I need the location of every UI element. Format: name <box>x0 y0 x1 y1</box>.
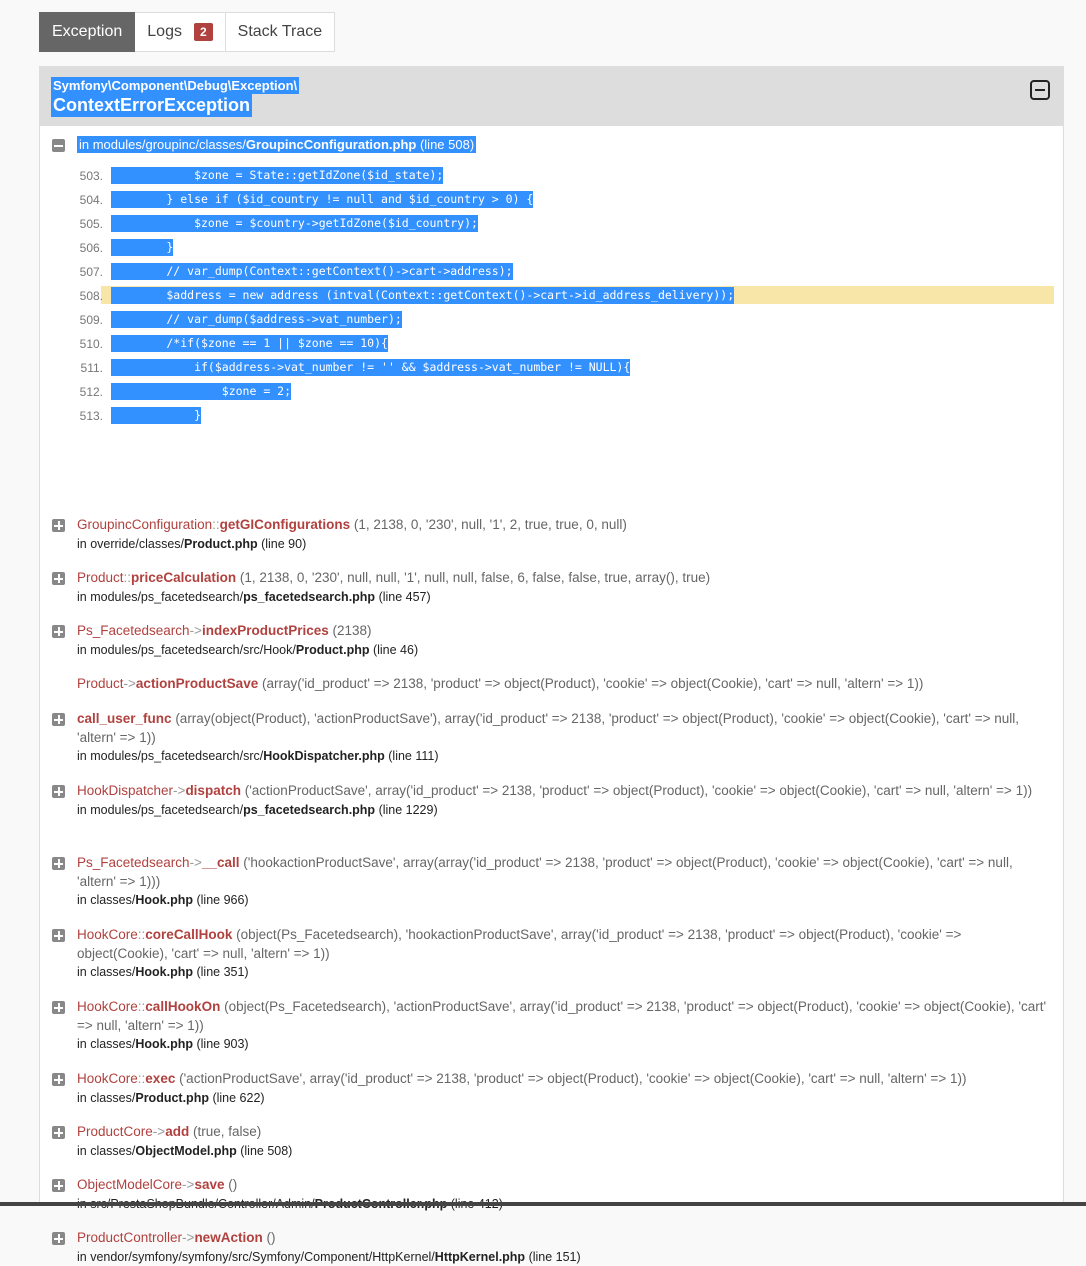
code-text: $zone = 2; <box>111 383 291 400</box>
trace-entry <box>77 1123 1052 1160</box>
tab-bar <box>39 12 335 52</box>
trace-separator: -> <box>153 1124 165 1139</box>
trace-function: indexProductPrices <box>202 623 329 638</box>
code-line <box>40 259 1065 283</box>
tab-stack-trace[interactable] <box>226 12 335 52</box>
code-line <box>40 379 1065 403</box>
location-line: (line 508) <box>420 137 474 152</box>
trace-args: ('actionProductSave', array('id_product' => 2138, 'product' => object(Product), 'cookie' => object(Cookie), 'cart' => null, 'altern' => 1)) <box>179 1071 966 1086</box>
code-line <box>40 403 1065 427</box>
trace-location <box>77 747 1052 766</box>
trace-args: (object(Ps_Facetedsearch), 'actionProductSave', array('id_product' => 2138, 'product' => object(Product), 'cookie' => object(Cookie), 'cart' => null, 'altern' => 1)) <box>77 999 1046 1033</box>
code-line <box>40 187 1065 211</box>
code-line <box>40 331 1065 355</box>
code-text: // var_dump(Context::getContext()->cart->address); <box>111 263 513 280</box>
line-number: 505. <box>80 217 103 231</box>
trace-separator: -> <box>190 855 202 870</box>
trace-location-line: (line 90) <box>261 537 306 551</box>
trace-location <box>77 1142 1052 1161</box>
trace-class: HookCore <box>77 1071 138 1086</box>
exception-header <box>40 67 1063 126</box>
trace-entry <box>77 1229 1052 1266</box>
expand-toggle-icon[interactable] <box>52 929 65 942</box>
trace-entry <box>77 675 1052 694</box>
code-text: // var_dump($address->vat_number); <box>111 311 402 328</box>
trace-function: __call <box>202 855 240 870</box>
trace-entry <box>77 516 1052 553</box>
trace-args: (array(object(Product), 'actionProductSave'), array('id_product' => 2138, 'product' => object(Product), 'cookie' => object(Cookie), 'cart' => null, 'altern' => 1)) <box>77 711 1019 745</box>
trace-class: GroupincConfiguration <box>77 517 212 532</box>
expand-toggle-icon[interactable] <box>52 1001 65 1014</box>
code-text: $zone = $country->getIdZone($id_country); <box>111 215 478 232</box>
exception-class: ContextErrorException <box>51 94 252 117</box>
trace-args: (1, 2138, 0, '230', null, null, '1', null, null, false, 6, false, false, true, array(), true) <box>240 570 710 585</box>
expand-toggle-icon[interactable] <box>52 1179 65 1192</box>
trace-args: (2138) <box>333 623 372 638</box>
trace-location-file: Product.php <box>184 537 258 551</box>
trace-args: (object(Ps_Facetedsearch), 'hookactionProductSave', array('id_product' => 2138, 'product' => object(Product), 'cookie' => object(Cookie), 'cart' => null, 'altern' => 1)) <box>77 927 961 961</box>
trace-location-path: in classes/ <box>77 1144 135 1158</box>
trace-class: ProductController <box>77 1230 182 1245</box>
trace-entry <box>77 998 1052 1054</box>
bottom-bar <box>0 1202 1086 1206</box>
trace-location-line: (line 903) <box>196 1037 248 1051</box>
code-line <box>40 283 1065 307</box>
trace-function: add <box>165 1124 189 1139</box>
exception-panel <box>39 66 1064 1206</box>
line-number: 508. <box>80 289 103 303</box>
trace-location-file: ps_facetedsearch.php <box>243 803 375 817</box>
trace-function: dispatch <box>185 783 241 798</box>
trace-class: Ps_Facetedsearch <box>77 855 190 870</box>
trace-class: Ps_Facetedsearch <box>77 623 190 638</box>
expand-toggle-icon[interactable] <box>52 1232 65 1245</box>
line-number: 510. <box>80 337 103 351</box>
trace-location-file: Hook.php <box>135 1037 193 1051</box>
trace-location <box>77 1089 1052 1108</box>
trace-class: HookCore <box>77 927 138 942</box>
trace-location-path: in classes/ <box>77 965 135 979</box>
trace-location-line: (line 46) <box>373 643 418 657</box>
code-line <box>40 307 1065 331</box>
trace-entry <box>77 854 1052 910</box>
trace-args: (true, false) <box>193 1124 261 1139</box>
code-line <box>40 235 1065 259</box>
collapse-icon[interactable] <box>1030 80 1050 100</box>
expand-toggle-icon[interactable] <box>52 625 65 638</box>
trace-location-line: (line 111) <box>388 749 438 763</box>
code-text: } <box>111 407 201 424</box>
trace-location-line: (line 351) <box>196 965 248 979</box>
trace-entry <box>77 710 1052 766</box>
line-number: 507. <box>80 265 103 279</box>
trace-separator: :: <box>138 927 146 942</box>
trace-location-path: in modules/ps_facetedsearch/ <box>77 590 243 604</box>
trace-function: actionProductSave <box>136 676 258 691</box>
expand-toggle-icon[interactable] <box>52 785 65 798</box>
trace-location-line: (line 151) <box>529 1250 581 1264</box>
location-file: GroupincConfiguration.php <box>246 137 416 152</box>
code-text: /*if($zone == 1 || $zone == 10){ <box>111 335 388 352</box>
trace-location <box>77 891 1052 910</box>
trace-location-line: (line 457) <box>379 590 431 604</box>
trace-separator: :: <box>138 1071 146 1086</box>
trace-function: getGIConfigurations <box>220 517 351 532</box>
logs-count-badge: 2 <box>194 23 213 41</box>
trace-location-line: (line 508) <box>240 1144 292 1158</box>
expand-toggle-icon[interactable] <box>52 572 65 585</box>
trace-function: newAction <box>194 1230 262 1245</box>
trace-entry <box>77 1070 1052 1107</box>
trace-separator: -> <box>173 783 185 798</box>
trace-location-path: in override/classes/ <box>77 537 184 551</box>
trace-location-file: Product.php <box>135 1091 209 1105</box>
code-text: } else if ($id_country != null and $id_country > 0) { <box>111 191 533 208</box>
trace-entry <box>77 926 1052 982</box>
code-text: } <box>111 239 173 256</box>
trace-args: ('hookactionProductSave', array(array('id_product' => 2138, 'product' => object(Product), 'cookie' => object(Cookie), 'cart' => null, 'altern' => 1))) <box>77 855 1013 889</box>
trace-separator: :: <box>212 517 220 532</box>
trace-separator: -> <box>124 676 136 691</box>
trace-location-path: in modules/ps_facetedsearch/ <box>77 803 243 817</box>
trace-location-path: in modules/ps_facetedsearch/src/Hook/ <box>77 643 296 657</box>
trace-location <box>77 1248 1052 1266</box>
expand-toggle-icon[interactable] <box>52 713 65 726</box>
line-number: 503. <box>80 169 103 183</box>
trace-location <box>77 641 1052 660</box>
trace-entry <box>77 1176 1052 1213</box>
trace-location-line: (line 966) <box>196 893 248 907</box>
trace-separator: -> <box>190 623 202 638</box>
trace-location <box>77 588 1052 607</box>
location-path: in modules/groupinc/classes/ <box>79 137 246 152</box>
trace-location <box>77 535 1052 554</box>
code-line <box>40 163 1065 187</box>
trace-location-file: HttpKernel.php <box>435 1250 525 1264</box>
code-line <box>40 355 1065 379</box>
code-text: $zone = State::getIdZone($id_state); <box>111 167 443 184</box>
trace-class: HookDispatcher <box>77 783 173 798</box>
trace-class: ProductCore <box>77 1124 153 1139</box>
trace-function: callHookOn <box>145 999 220 1014</box>
trace-location-path: in vendor/symfony/symfony/src/Symfony/Component/HttpKernel/ <box>77 1250 435 1264</box>
trace-location <box>77 1035 1052 1054</box>
line-number: 513. <box>80 409 103 423</box>
trace-location-file: Hook.php <box>135 965 193 979</box>
trace-location-path: in classes/ <box>77 1091 135 1105</box>
trace-args: (array('id_product' => 2138, 'product' => object(Product), 'cookie' => object(Cookie), 'cart' => null, 'altern' => 1)) <box>262 676 923 691</box>
trace-location-line: (line 622) <box>212 1091 264 1105</box>
trace-location-line: (line 1229) <box>379 803 438 817</box>
line-number: 512. <box>80 385 103 399</box>
minus-toggle-icon[interactable] <box>52 139 65 152</box>
trace-location-file: Product.php <box>296 643 370 657</box>
trace-separator: :: <box>138 999 146 1014</box>
line-number: 511. <box>81 361 103 375</box>
expand-toggle-icon[interactable] <box>52 1073 65 1086</box>
trace-location-file: HookDispatcher.php <box>263 749 385 763</box>
trace-location <box>77 801 1052 820</box>
trace-entry <box>77 569 1052 606</box>
tab-logs[interactable] <box>135 12 225 52</box>
code-text: $address = new address (intval(Context::getContext()->cart->id_address_delivery)); <box>111 287 734 304</box>
exception-location <box>77 136 476 153</box>
tab-logs-label: Logs <box>147 23 182 41</box>
trace-class: Product <box>77 676 124 691</box>
trace-args: (1, 2138, 0, '230', null, '1', 2, true, true, 0, null) <box>354 517 627 532</box>
trace-separator: :: <box>124 570 132 585</box>
tab-exception[interactable] <box>39 12 135 52</box>
trace-class: ObjectModelCore <box>77 1177 182 1192</box>
expand-toggle-icon[interactable] <box>52 1126 65 1139</box>
trace-location-path: in classes/ <box>77 893 135 907</box>
tab-exception-label: Exception <box>52 23 122 41</box>
trace-function: call_user_func <box>77 711 172 726</box>
line-number: 504. <box>80 193 103 207</box>
line-number: 509. <box>80 313 103 327</box>
tab-stack-trace-label: Stack Trace <box>238 23 322 41</box>
trace-location-path: in modules/ps_facetedsearch/src/ <box>77 749 263 763</box>
line-number: 506. <box>80 241 103 255</box>
trace-separator: -> <box>182 1230 194 1245</box>
trace-location <box>77 963 1052 982</box>
expand-toggle-icon[interactable] <box>52 857 65 870</box>
exception-namespace: Symfony\Component\Debug\Exception\ <box>51 77 299 94</box>
code-text: if($address->vat_number != '' && $address->vat_number != NULL){ <box>111 359 630 376</box>
trace-location-file: ObjectModel.php <box>135 1144 236 1158</box>
trace-location-file: ps_facetedsearch.php <box>243 590 375 604</box>
trace-entry <box>77 622 1052 659</box>
trace-function: exec <box>145 1071 175 1086</box>
code-line <box>40 211 1065 235</box>
trace-args: ('actionProductSave', array('id_product' => 2138, 'product' => object(Product), 'cookie' => object(Cookie), 'cart' => null, 'altern' => 1)) <box>245 783 1032 798</box>
trace-args: () <box>228 1177 237 1192</box>
trace-location-file: Hook.php <box>135 893 193 907</box>
trace-function: save <box>194 1177 224 1192</box>
trace-separator: -> <box>182 1177 194 1192</box>
trace-class: HookCore <box>77 999 138 1014</box>
trace-entry <box>77 782 1052 819</box>
trace-class: Product <box>77 570 124 585</box>
expand-toggle-icon[interactable] <box>52 519 65 532</box>
trace-function: priceCalculation <box>131 570 236 585</box>
trace-args: () <box>266 1230 275 1245</box>
trace-function: coreCallHook <box>145 927 232 942</box>
trace-location-path: in classes/ <box>77 1037 135 1051</box>
